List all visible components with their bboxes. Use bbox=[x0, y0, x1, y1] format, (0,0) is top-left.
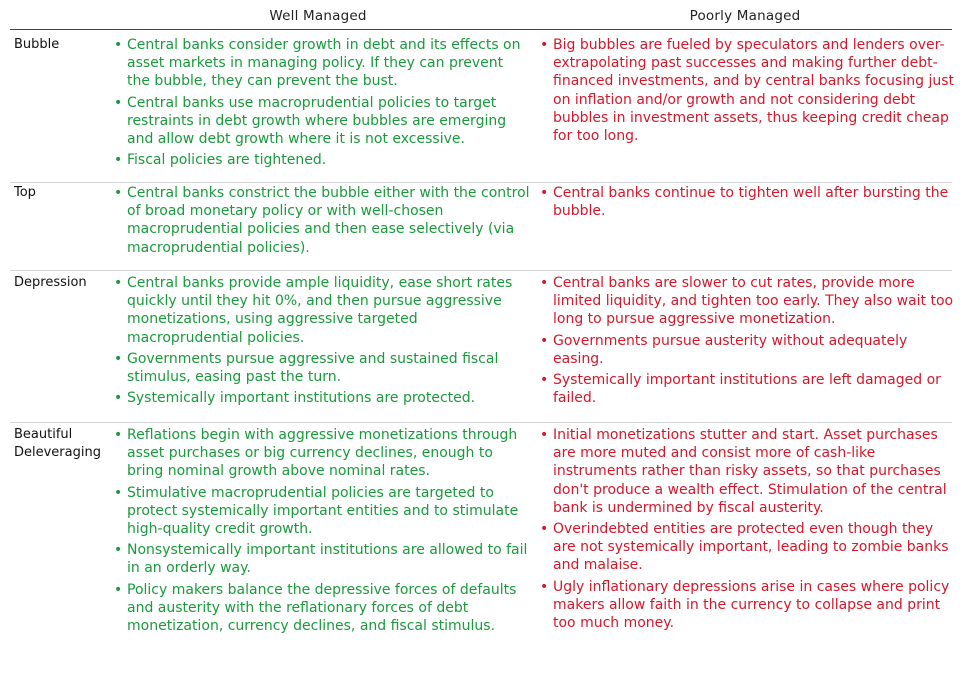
well-managed-bullet: • Reflations begin with aggressive monetizations through asset purchases or big currency declines, enough to bring nominal growth above nominal rates. bbox=[112, 426, 530, 481]
well-managed-cell bbox=[112, 181, 530, 257]
poorly-managed-cell bbox=[538, 181, 956, 220]
poorly-managed-bullet: • Overindebted entities are protected even though they are not systemically important, leading to zombie banks and malaise. bbox=[538, 520, 956, 575]
poorly-managed-bullet: • Ugly inflationary depressions arise in cases where policy makers allow faith in the currency to collapse and print too much money. bbox=[538, 578, 956, 633]
poorly-managed-bullet: • Central banks are slower to cut rates, provide more limited liquidity, and tighten too early. They also wait too long to pursue aggressive monetization. bbox=[538, 274, 956, 329]
column-header-well-managed: Well Managed bbox=[269, 8, 367, 24]
well-managed-cell bbox=[112, 423, 530, 635]
header-divider bbox=[10, 29, 952, 30]
well-managed-bullet: • Central banks consider growth in debt and its effects on asset markets in managing policy. If they can prevent the bubble, they can prevent the bust. bbox=[112, 36, 530, 91]
phase-label: Depression bbox=[14, 275, 87, 290]
well-managed-bullet: • Governments pursue aggressive and sustained fiscal stimulus, easing past the turn. bbox=[112, 350, 530, 386]
poorly-managed-bullet: • Governments pursue austerity without adequately easing. bbox=[538, 332, 956, 368]
phase-label: Beautiful Deleveraging bbox=[14, 427, 101, 461]
poorly-managed-bullet: • Central banks continue to tighten well after bursting the bubble. bbox=[538, 184, 956, 220]
well-managed-bullet: • Policy makers balance the depressive forces of defaults and austerity with the reflationary forces of debt monetization, currency declines, and fiscal stimulus. bbox=[112, 581, 530, 636]
well-managed-cell bbox=[112, 33, 530, 169]
well-managed-bullet: • Central banks provide ample liquidity, ease short rates quickly until they hit 0%, and then pursue aggressive monetizations, using aggressive targeted macroprudential policies. bbox=[112, 274, 530, 347]
poorly-managed-cell bbox=[538, 33, 956, 145]
well-managed-bullet: • Nonsystemically important institutions are allowed to fail in an orderly way. bbox=[112, 541, 530, 577]
well-managed-bullet: • Systemically important institutions are protected. bbox=[112, 389, 530, 407]
poorly-managed-cell bbox=[538, 271, 956, 407]
well-managed-bullet: • Stimulative macroprudential policies are targeted to protect systemically important entities and to stimulate high-quality credit growth. bbox=[112, 484, 530, 539]
poorly-managed-bullet: • Initial monetizations stutter and start. Asset purchases are more muted and consist more of cash-like instruments rather than risky assets, so that purchases don't produce a wealth effect. Stimulation of the central bank is undermined by fiscal austerity. bbox=[538, 426, 956, 517]
poorly-managed-cell bbox=[538, 423, 956, 632]
column-header-poorly-managed: Poorly Managed bbox=[689, 8, 801, 24]
well-managed-bullet: • Central banks constrict the bubble either with the control of broad monetary policy or with well-chosen macroprudential policies and then ease selectively (via macroprudential policies). bbox=[112, 184, 530, 257]
phase-label: Top bbox=[14, 185, 36, 200]
well-managed-cell bbox=[112, 271, 530, 407]
poorly-managed-bullet: • Big bubbles are fueled by speculators and lenders over-extrapolating past successes and making further debt-financed investments, and by central banks focusing just on inflation and/or growth and not considering debt bubbles in investment assets, thus keeping credit cheap for too long. bbox=[538, 36, 956, 145]
phase-label: Bubble bbox=[14, 37, 60, 52]
poorly-managed-bullet: • Systemically important institutions are left damaged or failed. bbox=[538, 371, 956, 407]
well-managed-bullet: • Fiscal policies are tightened. bbox=[112, 151, 530, 169]
well-managed-bullet: • Central banks use macroprudential policies to target restraints in debt growth where bubbles are emerging and allow debt growth where it is not excessive. bbox=[112, 94, 530, 149]
